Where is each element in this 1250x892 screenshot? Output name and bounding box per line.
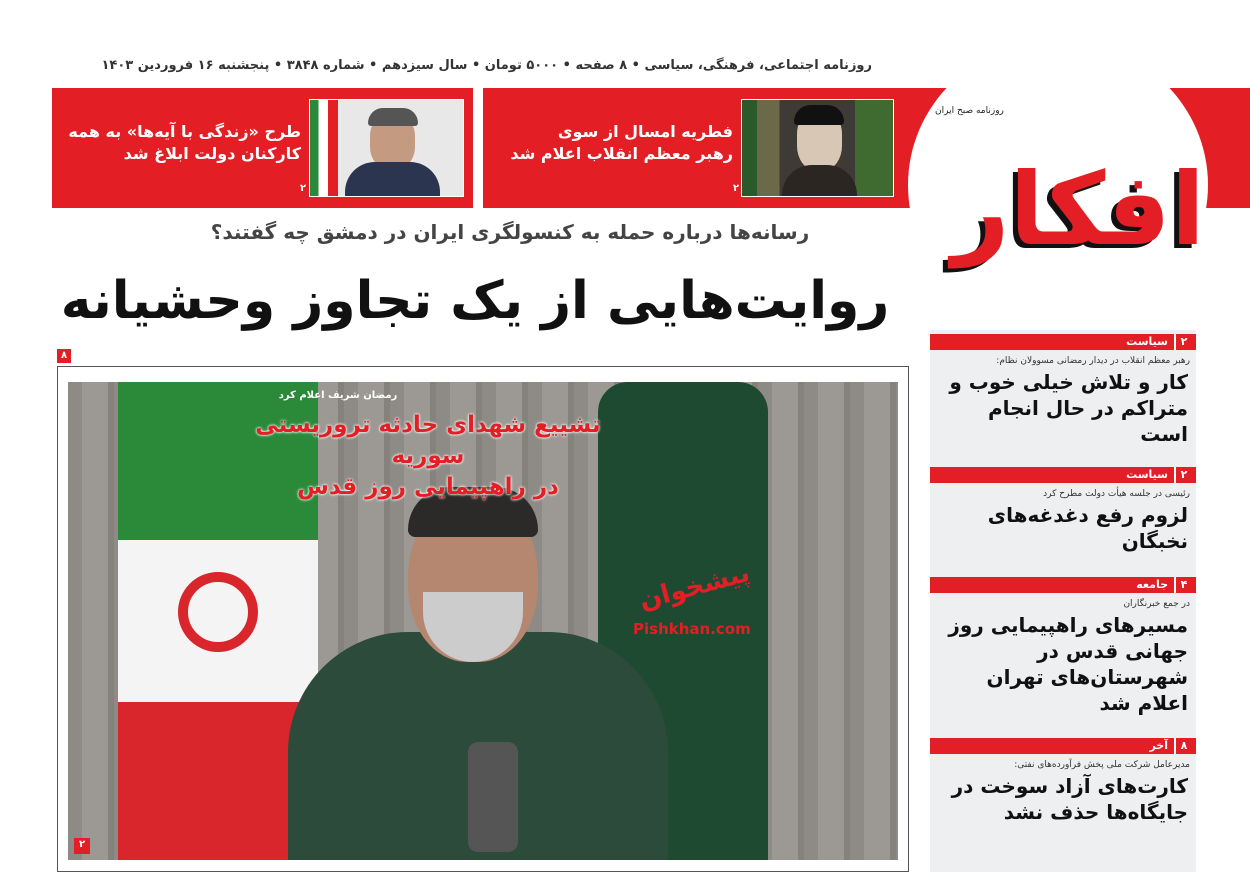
top-story-2-title [68,121,301,165]
watermark-en: Pishkhan.com [633,620,751,638]
sidebar-story[interactable] [930,334,1196,447]
story-kicker: در جمع خبرنگاران [1123,599,1190,609]
story-kicker: رهبر معظم انقلاب در دیدار رمضانی مسوولان نظام: [996,356,1190,366]
section-bar [930,577,1196,593]
sidebar-story[interactable] [930,577,1196,716]
lead-headline[interactable]: روایت‌هایی از یک تجاوز وحشیانه [60,271,890,331]
story-title: کارت‌های آزاد سوخت در جایگاه‌ها حذف نشد [951,774,1188,824]
photo-kicker: رمضان شریف اعلام کرد [278,390,398,401]
section-bar [930,467,1196,483]
top-story-2[interactable] [52,88,478,208]
top-story-2-photo [309,99,464,197]
title-line: کارکنان دولت ابلاغ شد [123,144,301,163]
sidebar-story[interactable] [930,467,1196,554]
logo-tagline: روزنامه صبح ایران [935,106,1004,116]
story-title: مسیرهای راهپیمایی روز جهانی قدس در شهرستان‌های تهران اعلام شد [948,613,1188,715]
microphone [468,742,518,852]
title-line: فطریه امسال از سوی [557,122,733,141]
issue-info-line: روزنامه اجتماعی، فرهنگی، سیاسی • ۸ صفحه • ۵۰۰۰ تومان • سال سیزدهم • شماره ۳۸۴۸ • پنجشنبه ۱۶ فروردین ۱۴۰۳ [101,58,872,73]
page-number: ۲ [1174,467,1192,483]
page-number: ۴ [1174,577,1192,593]
section-label: جامعه [1136,578,1168,591]
sidebar [930,330,1196,872]
watermark-fa: پیشخوان [636,557,753,617]
photo-story-image[interactable] [68,382,898,860]
photo-page-number: ۲ [74,838,90,854]
section-bar [930,738,1196,754]
top-story-1-title [510,121,733,165]
title-line: طرح «زندگی با آیه‌ها» به همه [68,122,301,141]
page-number: ۲ [1174,334,1192,350]
story-kicker: رئیسی در جلسه هیأت دولت مطرح کرد [1043,489,1190,499]
section-label: آخر [1149,739,1168,752]
lead-subheadline: رسانه‌ها درباره حمله به کنسولگری ایران در دمشق چه گفتند؟ [210,220,810,244]
section-label: سیاست [1126,335,1168,348]
sidebar-story[interactable] [930,738,1196,825]
page-number: ۸ [1174,738,1192,754]
top-story-1-photo [741,99,894,197]
section-label: سیاست [1126,468,1168,481]
newspaper-logo[interactable]: افکار [951,151,1205,268]
story-kicker: مدیرعامل شرکت ملی پخش فرآورده‌های نفتی: [1014,760,1190,770]
title-line: تشییع شهدای حادثه تروریستی سوریه [255,412,601,469]
story-title: کار و تلاش خیلی خوب و متراکم در حال انجام است [949,370,1188,446]
page-number: ۲ [733,183,740,194]
lead-page-number: ۸ [57,349,71,363]
story-title: لزوم رفع دغدغه‌های نخبگان [987,503,1188,553]
section-bar [930,334,1196,350]
page-number: ۲ [300,183,307,194]
photo-title [228,410,628,503]
top-story-1[interactable] [478,88,908,208]
title-line: در راهپیمایی روز قدس [297,474,559,500]
title-line: رهبر معظم انقلاب اعلام شد [510,144,733,163]
